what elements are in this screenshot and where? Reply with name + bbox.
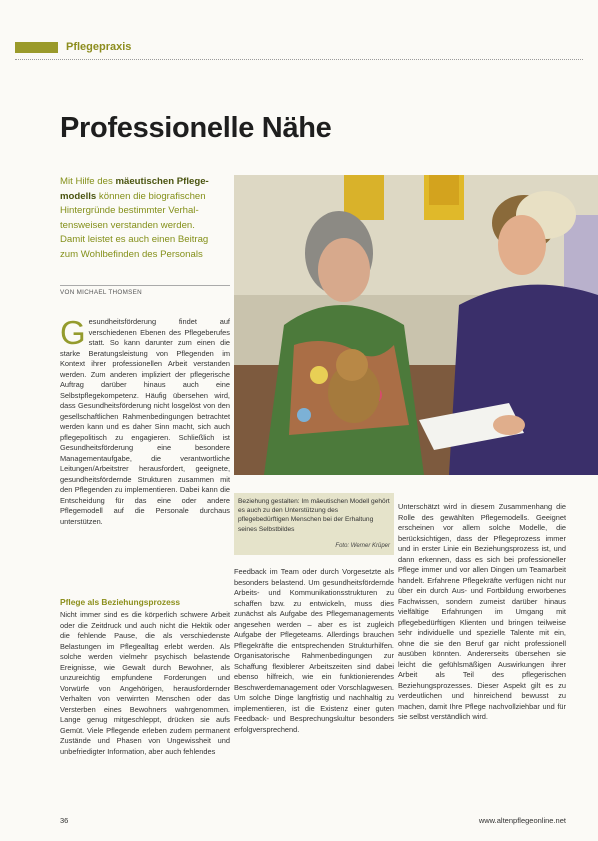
- body-column-1: [60, 314, 230, 527]
- photo-caption: [234, 493, 394, 555]
- article-title: Professionelle Nähe: [60, 112, 332, 144]
- page-number: 36: [60, 816, 69, 825]
- lead-line: Hintergründe bestimmter Verhal-: [60, 205, 199, 217]
- lead-line: modells können die biografischen: [60, 190, 206, 202]
- caption-credit: Foto: Werner Krüper: [335, 542, 390, 549]
- lead-line: zum Wohlbefinden des Personals: [60, 248, 203, 260]
- body-column-2: [234, 567, 394, 735]
- lead-line: Damit leistet es auch einen Beitrag: [60, 234, 209, 246]
- section-label: Pflegepraxis: [66, 41, 132, 53]
- caption-text: Beziehung gestalten: Im mäeutischen Modell gehört es auch zu den Unterstützung des pflegebedürftigen Menschen bei der Erhaltung seines Selbstbildes: [238, 498, 390, 533]
- body-column-3: [398, 502, 566, 723]
- subheading: Pflege als Beziehungsprozess: [60, 597, 181, 607]
- article-lead: [60, 175, 228, 263]
- lead-line: tensweisen verstanden werden.: [60, 219, 195, 231]
- lead-line: Mit Hilfe des mäeutischen Pflege-: [60, 176, 209, 187]
- byline: VON MICHAEL THOMSEN: [60, 285, 230, 296]
- paragraph: Nicht immer sind es die körperlich schwere Arbeit oder die Zeitdruck und auch nicht die Hektik oder die fehlende Pause, die als verschiedenste Belastungen im Pflegealltag erlebt werden. Als solche werden vielmehr psychisch belastende Ereignisse, wie Gewalt durch Bewohner, als unzureichtig empfundene Forderungen und Vorwürfe von Angehörigen, herausfordernder Verhalten von verwirrten Menschen oder das Versterben eines Bewohners wahrgenommen. Lange genug mitgeschleppt, drücken sie aufs Gemüt. Viele Pflegende erleben zudem permanent Zustände und Phasen von Ungewissheit und unbefriedigter Information, aber auch fehlendes: [60, 610, 230, 756]
- paragraph: Feedback im Team oder durch Vorgesetzte als besonders belastend. Um gesundheitsfördernde Arbeits- und Kommunikationsstrukturen zu schaffen bzw. zu entwickeln, muss dies zunächst als Aufgabe des Pflegemanagements angesehen werden – aber es ist zugleich Aufgabe der Pflegeteams. Allerdings brauchen Pflegekräfte die entsprechenden Strukturhilfen. Organisatorische Rahmenbedingungen zur Schaffung flexiblerer Arbeitszeiten sind dabei ebenso hilfreich, wie ein funktionierendes Beschwerdemanagement oder Vorschlagwesen. Um solche Dinge langfristig und nachhaltig zu implementieren, ist die Existenz einer guten Feedback- und Besprechungskultur besonders erfolgversprechend.: [234, 567, 394, 734]
- intro-paragraph: Gesundheitsförderung findet auf verschiedenen Ebenen des Pflegeberufes statt. So kann darunter zum einen die starke Beratungsleistung von Pflegenden im Kontext ihrer professionellen Arbeit verstanden werden. Zum anderen impliziert der pflegerische Auftrag darüber hinaus auch eine Selbstpflegekompetenz. Häufig übersehen wird, dass Gesundheitsförderung nicht losgelöst von den gesellschaftlichen Rahmenbedingungen betrachtet werden kann und es daher Sinn macht, sich auch pflegepolitisch zu engagieren. Schließlich ist Gesundheitsförderung eine besondere Managementaufgabe, die verantwortliche Leitungen/Arbeitstrer herausfordert, geeignete, gesundheitsfördernde Strukturen zusammen mit den Pflegenden zu implementieren. Dabei kann die Entscheidung für das eine oder andere Pflegemodell auf die Personale durchaus unterstützen.: [60, 314, 230, 526]
- drop-cap: G: [60, 314, 86, 351]
- section-color-bar: [15, 42, 58, 53]
- paragraph: Unterschätzt wird in diesem Zusammenhang die Rolle des gewählten Pflegemodells. Geeignet erscheinen vor allem solche Modelle, die berücksichtigen, dass der Pflegeprozess immer und in erster Linie ein Beziehungsprozess ist, und dann erkennen, dass es sich bei professioneller Pflege immer und vor allen Dingen um Teamarbeit handelt. Erfahrene Pflegekräfte verfügen nicht nur über ein durch Aus- und Fortbildung erworbenes Fachwissen, sondern zumeist darüber hinaus vielfältige Erfahrungen im Umgang mit pflegebedürftigen Klienten und bringen teilweise sehr individuelle und spezielle Talente mit ein, ohne die sie den Beruf gar nicht professionell ausüben könnten. Andererseits übersehen sie leicht die gefühlsmäßigen Auswirkungen ihrer Arbeit als Teil des pflegerischen Beziehungsprozesses. Dieser Aspekt gilt es zu verdeutlichen und hinreichend bewusst zu machen, damit Ihre Pflege nachvollziehbar und für sie selbst verständlich wird.: [398, 502, 566, 721]
- header-divider: [15, 59, 583, 60]
- photo-illustration: [234, 175, 598, 475]
- body-column-1-continued: [60, 610, 230, 757]
- footer-url: www.altenpflegeonline.net: [478, 816, 566, 825]
- article-photo: [234, 175, 598, 475]
